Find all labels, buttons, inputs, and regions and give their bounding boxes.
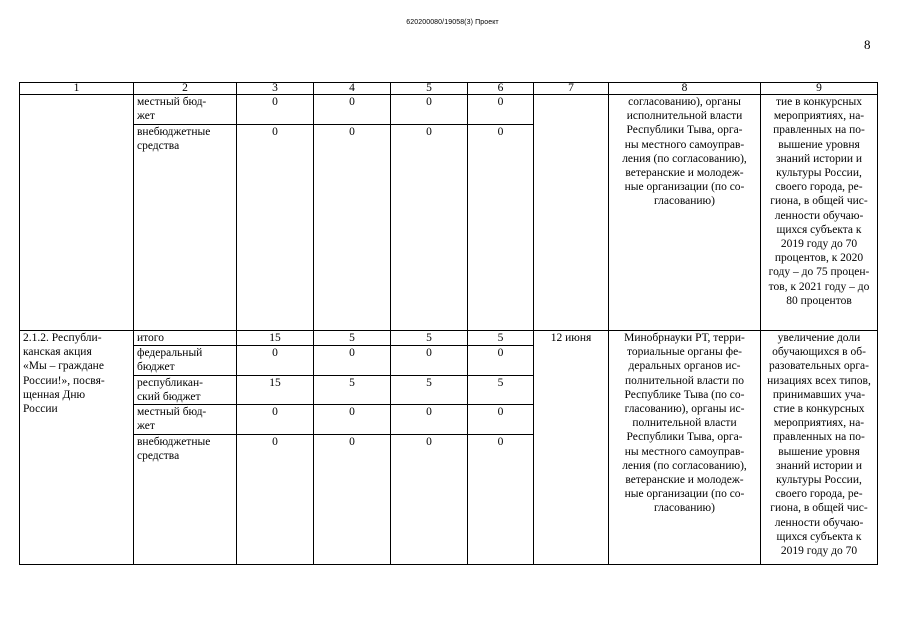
column-header: 7	[534, 83, 609, 95]
amount-cell: 0	[237, 435, 314, 565]
funding-source: внебюджетные средства	[134, 435, 237, 565]
amount-cell: 0	[468, 95, 534, 125]
column-header: 8	[609, 83, 761, 95]
responsible-executors: Минобрнауки РТ, терри- ториальные органы фе- деральных органов ис- полнительной власти по Республике Тыва (по со- гласованию), органы ис- полнительной власти Республики Тыва, орга- ны местного самоуправ- ления (по согласованию), ветеранские и молодеж- ные организации (по со- гласованию)	[609, 331, 761, 565]
responsible-executors: согласованию), органы исполнительной власти Республики Тыва, орга- ны местного самоуправ- ления (по согласованию), ветеранские и молодеж- ные организации (по со- гласованию)	[609, 95, 761, 331]
amount-cell: 0	[314, 346, 391, 375]
funding-source: федеральный бюджет	[134, 346, 237, 375]
column-header: 4	[314, 83, 391, 95]
amount-cell: 15	[237, 331, 314, 346]
amount-cell: 0	[391, 95, 468, 125]
amount-cell: 0	[468, 125, 534, 331]
amount-cell: 5	[468, 375, 534, 404]
expected-result: тие в конкурсных мероприятиях, на- правленных на по- вышение уровня знаний истории и культуры России, своего города, ре- гиона, в общей чис- ленности обучаю- щихся субъекта к 2019 году до 70 процентов, к 2020 году – до 75 процен- тов, к 2021 году – до 80 процентов	[761, 95, 878, 331]
amount-cell: 0	[468, 405, 534, 435]
amount-cell: 0	[391, 125, 468, 331]
activity-name: 2.1.2. Республи- канская акция «Мы – граждане России!», посвя- щенная Дню России	[20, 331, 134, 565]
expected-result: увеличение доли обучающихся в об- разовательных орга- низациях всех типов, принимавших уча- стие в конкурсных мероприятиях, на- правленных на по- вышение уровня знаний истории и культуры России, своего города, ре- гиона, в общей чис- ленности обучаю- щихся субъекта к 2019 году до 70	[761, 331, 878, 565]
amount-cell: 0	[237, 125, 314, 331]
program-table	[19, 82, 878, 565]
amount-cell: 5	[314, 375, 391, 404]
deadline: 12 июня	[534, 331, 609, 565]
amount-cell: 0	[237, 405, 314, 435]
activity-cell-empty	[20, 95, 134, 331]
amount-cell: 15	[237, 375, 314, 404]
amount-cell: 0	[314, 435, 391, 565]
amount-cell: 0	[314, 95, 391, 125]
amount-cell: 5	[391, 375, 468, 404]
amount-cell: 0	[468, 435, 534, 565]
amount-cell: 5	[314, 331, 391, 346]
funding-source: местный бюд- жет	[134, 95, 237, 125]
column-header: 3	[237, 83, 314, 95]
funding-source: местный бюд- жет	[134, 405, 237, 435]
column-header: 2	[134, 83, 237, 95]
amount-cell: 0	[391, 346, 468, 375]
deadline-cell-empty	[534, 95, 609, 331]
amount-cell: 5	[468, 331, 534, 346]
amount-cell: 0	[391, 435, 468, 565]
amount-cell: 0	[237, 95, 314, 125]
amount-cell: 0	[237, 346, 314, 375]
funding-source: внебюджетные средства	[134, 125, 237, 331]
amount-cell: 0	[314, 125, 391, 331]
amount-cell: 0	[314, 405, 391, 435]
amount-cell: 0	[391, 405, 468, 435]
column-number-row	[20, 83, 878, 95]
column-header: 6	[468, 83, 534, 95]
column-header: 1	[20, 83, 134, 95]
table-row	[20, 331, 878, 346]
amount-cell: 5	[391, 331, 468, 346]
document-header-code: 620200080/19058(3) Проект	[406, 19, 499, 26]
funding-source: итого	[134, 331, 237, 346]
page-number: 8	[864, 37, 871, 52]
table-row	[20, 95, 878, 125]
column-header: 5	[391, 83, 468, 95]
funding-source: республикан- ский бюджет	[134, 375, 237, 404]
amount-cell: 0	[468, 346, 534, 375]
column-header: 9	[761, 83, 878, 95]
